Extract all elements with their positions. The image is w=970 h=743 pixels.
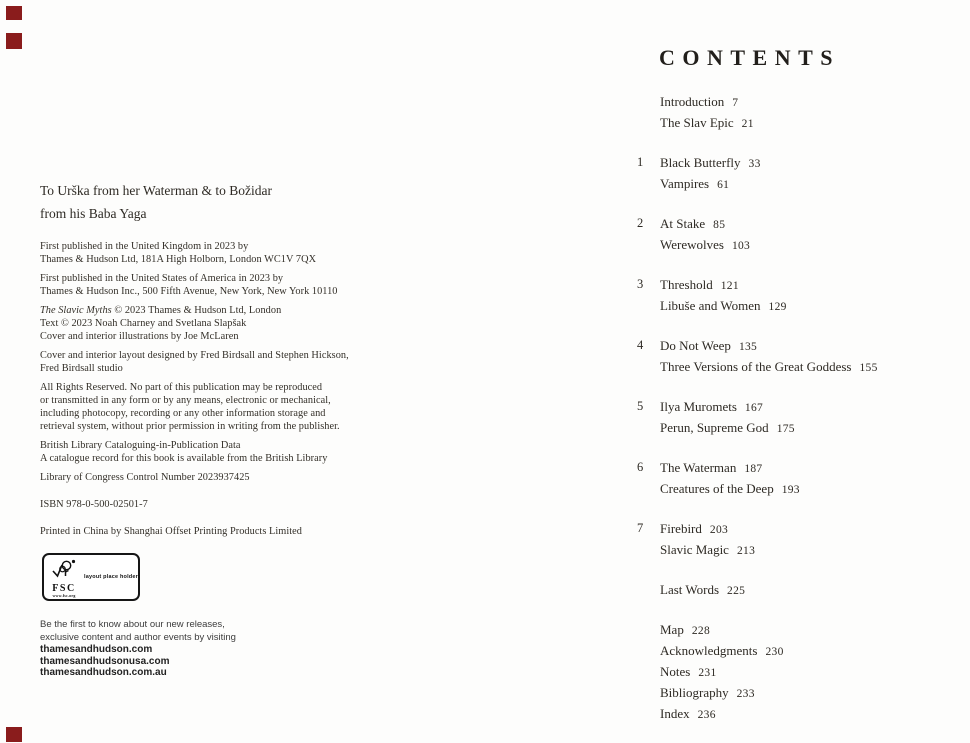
toc-entry-page: 175 (776, 423, 795, 435)
chapter-number: 5 (637, 399, 644, 413)
toc-entry-title: Map (660, 622, 684, 637)
toc-entry (660, 357, 878, 378)
marketing-block (40, 618, 236, 679)
toc-entry (660, 683, 967, 704)
toc-entry-title: Acknowledgments (660, 643, 758, 658)
toc-entry-title: Last Words (660, 582, 720, 597)
toc-entry-title: Black Butterfly (660, 155, 741, 170)
toc-chapter-4 (637, 336, 967, 378)
toc-entry-title: The Slav Epic (660, 115, 734, 130)
page-edge-tab (6, 6, 22, 20)
chapter-number: 2 (637, 216, 644, 230)
toc-entry (660, 620, 967, 641)
publisher-url: thamesandhudson.com.au (40, 667, 167, 678)
chapter-entries (660, 336, 878, 378)
imprint-line: All Rights Reserved. No part of this publication may be reproduced (40, 382, 323, 393)
toc-entry-title: Bibliography (660, 685, 729, 700)
imprint-line (40, 304, 349, 317)
toc-entry-title: Ilya Muromets (660, 399, 737, 414)
imprint-line: including photocopy, recording or any other information storage and (40, 408, 326, 419)
dedication-line: To Urška from her Waterman & to Božidar (40, 183, 273, 198)
toc-entry-title: The Waterman (660, 460, 737, 475)
imprint-line: British Library Cataloguing-in-Publication Data (40, 440, 241, 451)
imprint-line: Text © 2023 Noah Charney and Svetlana Slapšak (40, 318, 247, 329)
dedication-line: from his Baba Yaga (40, 206, 147, 221)
chapter-entries (660, 214, 750, 256)
toc-chapter-6 (637, 458, 967, 500)
toc-entry-page: 129 (768, 301, 787, 313)
toc-entry (660, 418, 795, 439)
toc-entry (660, 641, 967, 662)
chapter-number: 1 (637, 155, 644, 169)
imprint-design-credit (40, 349, 349, 375)
imprint-line: Fred Birdsall studio (40, 363, 123, 374)
toc-entry-page: 7 (732, 97, 739, 109)
publisher-url: thamesandhudson.com (40, 644, 153, 655)
copyright-rest: © 2023 Thames & Hudson Ltd, London (111, 305, 282, 316)
toc-chapter-5 (637, 397, 967, 439)
toc-entry (660, 92, 967, 113)
toc-entry (660, 397, 795, 418)
toc-entry-page: 187 (744, 463, 763, 475)
chapter-number: 6 (637, 460, 644, 474)
table-of-contents (637, 92, 967, 725)
imprint-publisher-uk (40, 240, 349, 266)
toc-entry-title: Libuše and Women (660, 298, 761, 313)
toc-entry (660, 153, 761, 174)
toc-entry (660, 479, 800, 500)
toc-entry-page: 213 (736, 545, 756, 557)
dedication (40, 179, 272, 225)
toc-entry-title: Creatures of the Deep (660, 481, 774, 496)
imprint-line: Thames & Hudson Inc., 500 Fifth Avenue, New York, New York 10110 (40, 286, 338, 297)
toc-back-matter (660, 620, 967, 725)
imprint-rights (40, 381, 349, 433)
imprint-line: Cover and interior illustrations by Joe McLaren (40, 331, 239, 342)
toc-entry-page: 236 (697, 709, 716, 721)
toc-entry-page: 230 (765, 646, 784, 658)
toc-entry-page: 33 (748, 158, 761, 170)
toc-chapter-7 (637, 519, 967, 561)
toc-entry (660, 580, 967, 601)
page-edge-tab (6, 727, 22, 742)
toc-entry-title: Notes (660, 664, 691, 679)
toc-entry-page: 193 (781, 484, 800, 496)
imprint-copyright (40, 304, 349, 343)
toc-entry-title: Index (660, 706, 690, 721)
toc-chapter-1 (637, 153, 967, 195)
toc-entry (660, 458, 800, 479)
toc-entry-page: 21 (741, 118, 754, 130)
imprint-line: Library of Congress Control Number 2023937425 (40, 472, 250, 483)
toc-entry (660, 214, 750, 235)
imprint-block (40, 240, 349, 544)
imprint-line: First published in the United Kingdom in 2023 by (40, 241, 249, 252)
toc-entry-title: Perun, Supreme God (660, 420, 769, 435)
toc-entry (660, 519, 755, 540)
toc-entry-page: 121 (720, 280, 739, 292)
imprint-line: Thames & Hudson Ltd, 181A High Holborn, London WC1V 7QX (40, 254, 317, 265)
fsc-certification-box (42, 553, 140, 601)
imprint-british-library (40, 439, 349, 465)
toc-entry (660, 113, 967, 134)
toc-entry-page: 85 (713, 219, 726, 231)
toc-entry-page: 167 (744, 402, 764, 414)
contents-title: CONTENTS (659, 45, 841, 70)
imprint-publisher-us (40, 272, 349, 298)
toc-entry-title: Threshold (660, 277, 713, 292)
imprint-line: Printed in China by Shanghai Offset Printing Products Limited (40, 526, 302, 537)
toc-front-matter (660, 92, 967, 134)
toc-entry-page: 61 (717, 179, 730, 191)
toc-last-words (660, 580, 967, 601)
chapter-number: 4 (637, 338, 644, 352)
imprint-isbn (40, 498, 349, 511)
imprint-loc-number (40, 471, 349, 484)
toc-entry-page: 135 (738, 341, 758, 353)
toc-entry-title: Three Versions of the Great Goddess (660, 359, 852, 374)
chapter-entries (660, 397, 795, 439)
toc-entry-page: 103 (731, 240, 751, 252)
toc-entry-page: 203 (709, 524, 729, 536)
toc-chapter-2 (637, 214, 967, 256)
toc-entry (660, 704, 967, 725)
imprint-line: First published in the United States of America in 2023 by (40, 273, 284, 284)
imprint-line: retrieval system, without prior permission in writing from the publisher. (40, 421, 340, 432)
fsc-url: www.fsc.org (52, 592, 76, 598)
toc-entry-page: 233 (736, 688, 755, 700)
toc-entry-page: 225 (727, 585, 746, 597)
toc-entry-title: Introduction (660, 94, 725, 109)
toc-entry (660, 540, 755, 561)
toc-entry (660, 296, 787, 317)
imprint-line: Cover and interior layout designed by Fred Birdsall and Stephen Hickson, (40, 350, 349, 361)
imprint-line: or transmitted in any form or by any means, electronic or mechanical, (40, 395, 331, 406)
toc-entry (660, 174, 761, 195)
imprint-printer (40, 525, 349, 538)
marketing-line: Be the first to know about our new releases, (40, 619, 225, 630)
toc-entry-title: Do Not Weep (660, 338, 731, 353)
toc-entry (660, 275, 787, 296)
chapter-number: 7 (637, 521, 644, 535)
toc-entry-title: Vampires (660, 176, 710, 191)
toc-entry-title: Slavic Magic (660, 542, 729, 557)
fsc-tree-icon (51, 559, 77, 581)
isbn-line: ISBN 978-0-500-02501-7 (40, 499, 148, 510)
publisher-url: thamesandhudsonusa.com (40, 655, 170, 667)
toc-entry-title: At Stake (660, 216, 706, 231)
toc-entry-title: Firebird (660, 521, 702, 536)
toc-chapter-3 (637, 275, 967, 317)
fsc-placeholder-text: layout place holder (84, 574, 138, 580)
chapter-number: 3 (637, 277, 644, 291)
book-title-italic: The Slavic Myths (40, 305, 112, 316)
chapter-entries (660, 275, 787, 317)
toc-entry (660, 336, 878, 357)
imprint-line: A catalogue record for this book is available from the British Library (40, 453, 328, 464)
fsc-logo (44, 557, 84, 598)
toc-entry (660, 662, 967, 683)
chapter-entries (660, 519, 755, 561)
toc-entry-page: 155 (859, 362, 878, 374)
chapter-entries (660, 153, 761, 195)
chapter-entries (660, 458, 800, 500)
fsc-acronym: FSC (52, 582, 76, 594)
page-edge-tab (6, 33, 22, 49)
toc-entry-page: 228 (691, 625, 710, 637)
toc-entry-page: 231 (698, 667, 717, 679)
toc-entry (660, 235, 750, 256)
marketing-line: exclusive content and author events by visiting (40, 632, 236, 643)
toc-entry-title: Werewolves (660, 237, 724, 252)
